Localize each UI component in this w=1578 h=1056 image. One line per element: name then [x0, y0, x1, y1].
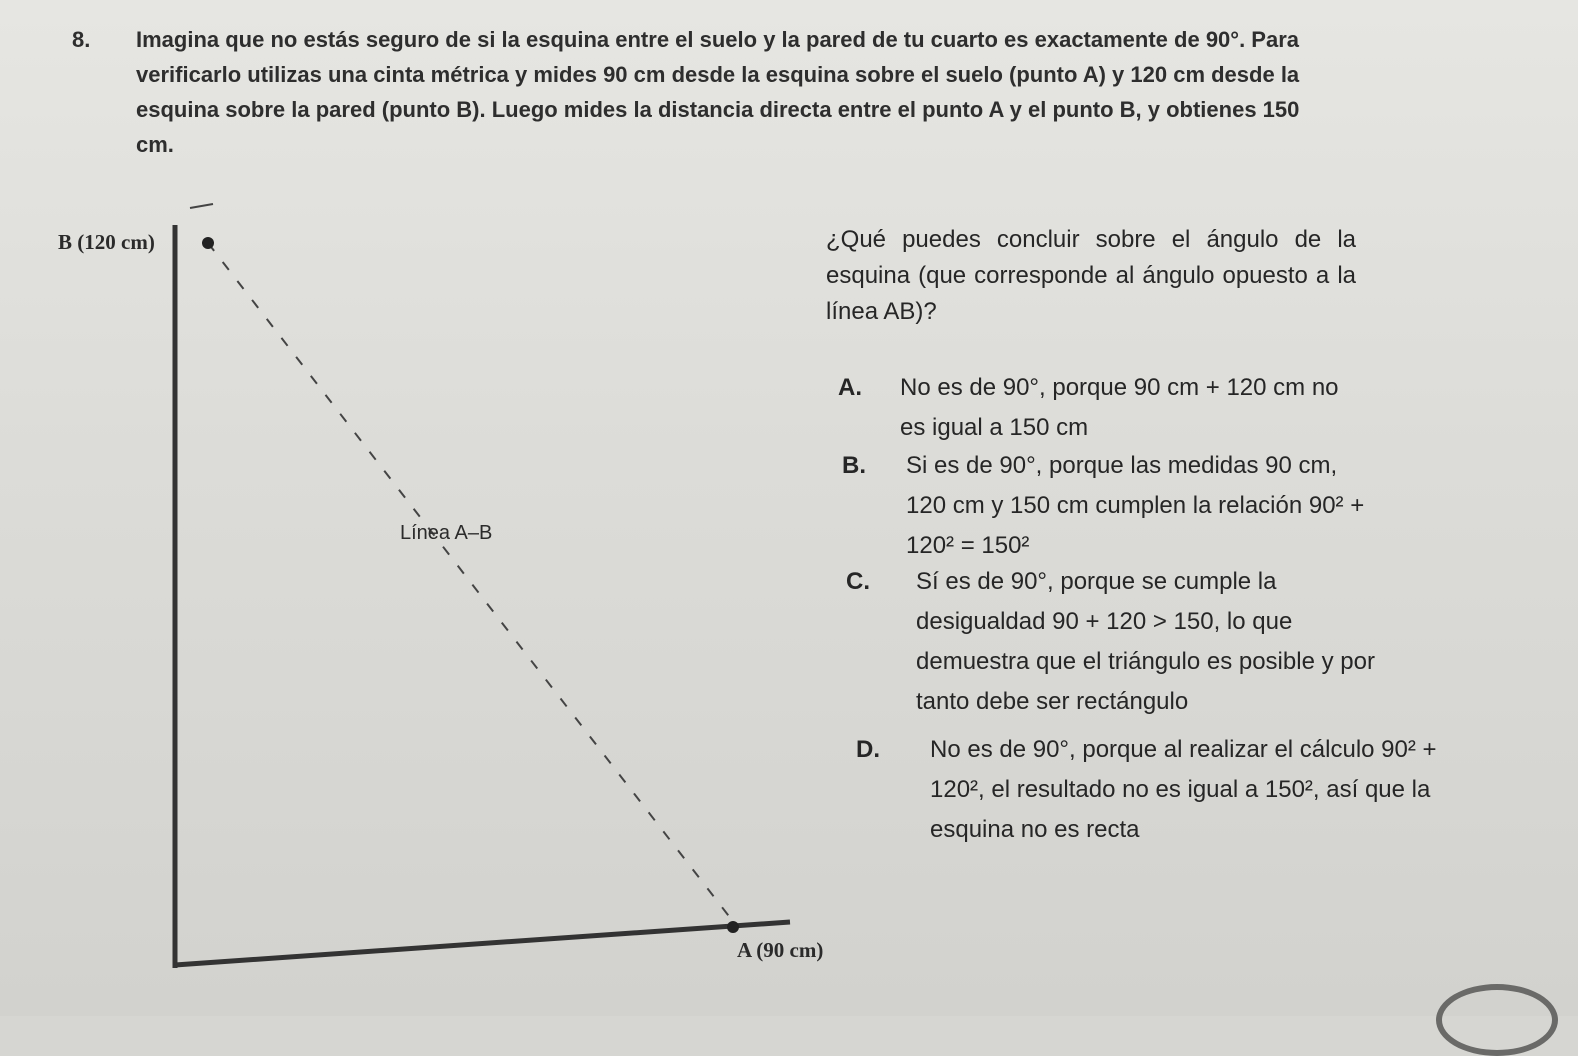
wall-tick — [190, 204, 213, 208]
floor-line — [175, 922, 790, 965]
option-c-text: Sí es de 90°, porque se cumple la desigualdad 90 + 120 > 150, lo que demuestra que el triángulo es posible y por tanto debe ser rectángulo — [916, 568, 1375, 715]
point-b-label: B (120 cm) — [58, 230, 155, 254]
option-b[interactable] — [842, 446, 1382, 566]
option-d-letter: D. — [856, 736, 880, 763]
point-a-label: A (90 cm) — [737, 938, 824, 962]
question-intro-text: Imagina que no estás seguro de si la esquina entre el suelo y la pared de tu cuarto es exactamente de 90°. Para verificarlo utilizas una cinta métrica y mides 90 cm desde la esquina sobre el suelo (punto A) y 120 cm desde la esquina sobre la pared (punto B). Luego mides la distancia directa entre el punto A y el punto B, y obtienes 150 cm. — [136, 27, 1300, 157]
option-c-letter: C. — [846, 568, 870, 595]
option-a-letter: A. — [838, 374, 862, 401]
hypotenuse-line-ab — [208, 243, 735, 924]
corner-ring-shape — [1436, 984, 1558, 1056]
option-a-text: No es de 90°, porque 90 cm + 120 cm no es igual a 150 cm — [900, 374, 1339, 441]
option-a[interactable] — [838, 368, 1358, 448]
option-d-text: No es de 90°, porque al realizar el cálculo 90² + 120², el resultado no es igual a 150², así que la esquina no es recta — [930, 736, 1437, 843]
option-b-text: Si es de 90°, porque las medidas 90 cm, 120 cm y 150 cm cumplen la relación 90² + 120² = 150² — [906, 452, 1365, 559]
point-a-dot — [727, 921, 739, 933]
question-prompt: ¿Qué puedes concluir sobre el ángulo de la esquina (que corresponde al ángulo opuesto a la línea AB)? — [826, 226, 1356, 325]
point-b-dot — [202, 237, 214, 249]
question-number: 8. — [72, 27, 91, 52]
option-b-letter: B. — [842, 452, 866, 479]
line-ab-label: Línea A–B — [400, 522, 493, 544]
option-c[interactable] — [846, 562, 1406, 722]
option-d[interactable] — [856, 730, 1446, 850]
